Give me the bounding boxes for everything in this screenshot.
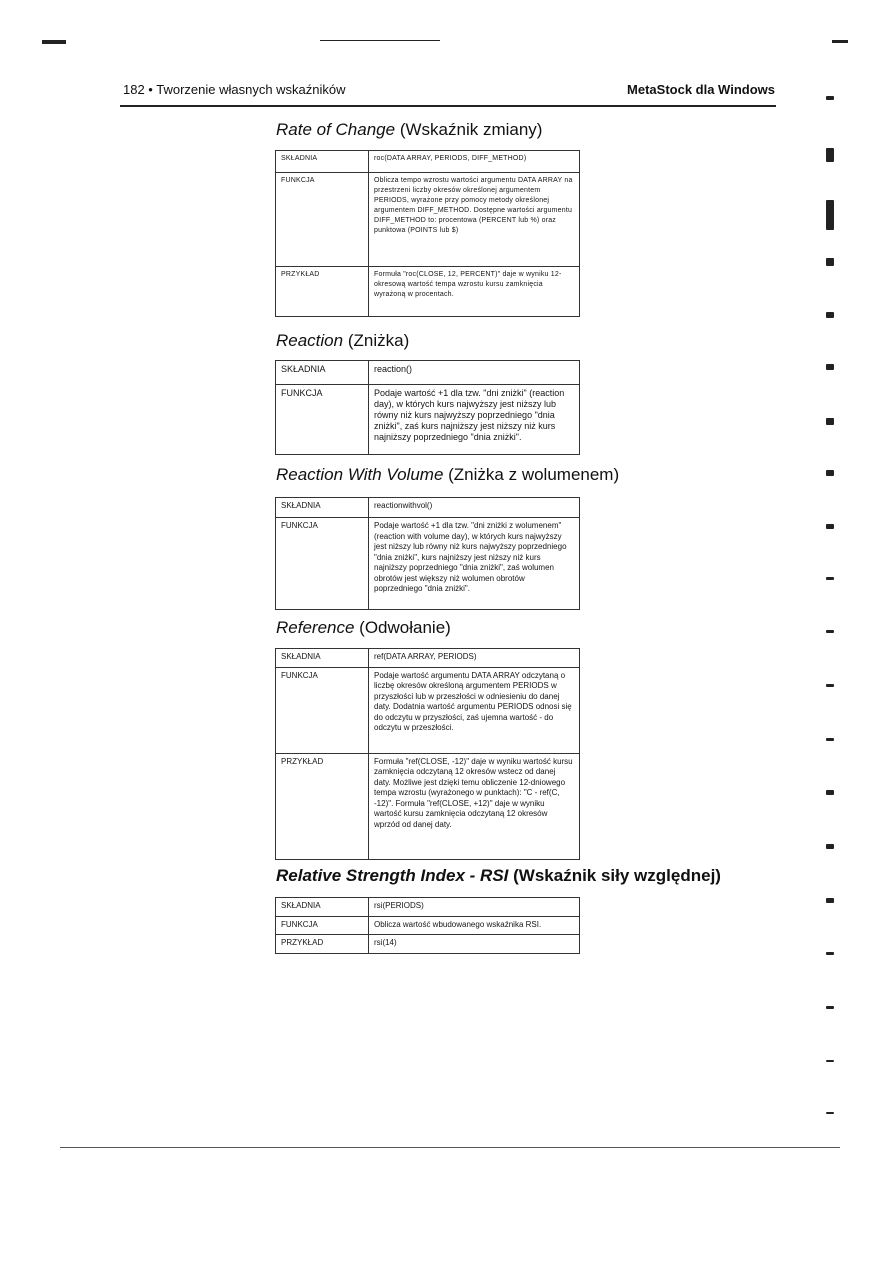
row-value: rsi(PERIODS): [369, 898, 580, 917]
margin-mark: [826, 898, 834, 903]
table-row: [276, 385, 580, 455]
row-value: roc(DATA ARRAY, PERIODS, DIFF_METHOD): [369, 151, 580, 173]
table-row: [276, 498, 580, 518]
table-row: [276, 151, 580, 173]
margin-mark: [826, 577, 834, 580]
definition-table-rsi: [275, 897, 580, 954]
row-value: ref(DATA ARRAY, PERIODS): [369, 649, 580, 668]
margin-mark: [826, 684, 834, 687]
definition-table-rate-of-change: [275, 150, 580, 317]
margin-mark: [826, 952, 834, 955]
table-row: [276, 518, 580, 610]
margin-mark: [826, 1060, 834, 1062]
margin-mark: [826, 312, 834, 318]
row-key: PRZYKŁAD: [276, 753, 369, 859]
table-row: [276, 667, 580, 753]
definition-table-reaction: [275, 360, 580, 455]
row-key: FUNKCJA: [276, 667, 369, 753]
definition-table-reaction-with-volume: [275, 497, 580, 610]
margin-mark: [826, 1006, 834, 1009]
table-row: [276, 753, 580, 859]
row-value: Podaje wartość +1 dla tzw. "dni zniżki z wolumenem" (reaction with volume day), w których kurs najwyższy jest niższy lub równy niż kurs najwyższy poprzedniego "dnia zniżki", kurs najniższy jest niższy niż kurs najniższy poprzedniego "dnia zniżki", zaś wolumen obrotów jest większy niż wolumen obrotów poprzedniego "dnia zniżki".: [369, 518, 580, 610]
margin-mark: [826, 200, 834, 230]
top-scan-line: [320, 40, 440, 41]
row-key: SKŁADNIA: [276, 361, 369, 385]
table-row: [276, 173, 580, 267]
margin-mark: [826, 630, 834, 633]
running-header-right: MetaStock dla Windows: [627, 82, 775, 97]
row-key: SKŁADNIA: [276, 649, 369, 668]
row-key: PRZYKŁAD: [276, 935, 369, 954]
function-subtitle: (Wskaźnik zmiany): [399, 120, 543, 139]
function-subtitle: (Wskaźnik siły względnej): [513, 866, 721, 885]
table-row: [276, 935, 580, 954]
section-title-reaction-with-volume: [276, 465, 619, 485]
table-row: [276, 267, 580, 317]
row-key: SKŁADNIA: [276, 151, 369, 173]
row-value: Podaje wartość +1 dla tzw. "dni zniżki" (reaction day), w których kurs najwyższy jest niższy lub równy niż kurs najwyższy poprzedniego "dnia zniżki", zaś kurs najniższy jest niższy niż kurs najniższy poprzedniego "dnia zniżki".: [369, 385, 580, 455]
function-name: Reference: [276, 618, 355, 637]
top-scan-line-left: [42, 40, 66, 44]
section-title-reference: [276, 618, 451, 638]
margin-mark: [826, 258, 834, 266]
section-title-rsi: [276, 866, 721, 886]
function-name: Reaction With Volume: [276, 465, 444, 484]
table-row: [276, 916, 580, 935]
header-rule: [120, 105, 776, 107]
function-subtitle: (Zniżka): [347, 331, 410, 350]
table-row: [276, 361, 580, 385]
row-value: Podaje wartość argumentu DATA ARRAY odczytaną o liczbę okresów określoną argumentem PERIODS w przyszłości lub w przeszłości w odniesieniu do danej daty. Dodatnia wartość argumentu PERIODS odnosi się do odczytu w przyszłości, zaś ujemna wartość - do odczytu w przeszłości.: [369, 667, 580, 753]
running-header-left: 182 • Tworzenie własnych wskaźników: [123, 82, 346, 97]
margin-mark: [826, 96, 834, 100]
row-value: Oblicza tempo wzrostu wartości argumentu DATA ARRAY na przestrzeni liczby okresów określonej argumentem PERIODS, wyrażone przy pomocy metody określonej argumentem DIFF_METHOD. Dostępne wartości argumentu DIFF_METHOD to: procentowa (PERCENT lub %) oraz punktowa (POINTS lub $): [369, 173, 580, 267]
table-row: [276, 898, 580, 917]
row-key: FUNKCJA: [276, 916, 369, 935]
margin-mark: [826, 418, 834, 425]
section-title-rate-of-change: [276, 120, 542, 140]
row-value: Oblicza wartość wbudowanego wskaźnika RSI.: [369, 916, 580, 935]
row-key: PRZYKŁAD: [276, 267, 369, 317]
margin-mark: [826, 844, 834, 849]
row-key: SKŁADNIA: [276, 898, 369, 917]
row-value: Formuła "ref(CLOSE, -12)" daje w wyniku wartość kursu zamknięcia odczytaną 12 okresów wstecz od danej daty. Możliwe jest dzięki temu obliczenie 12-dniowego tempa wzrostu (wyrażonego w punktach): "C - ref(C, -12)". Formuła "ref(CLOSE, +12)" daje w wyniku wartość kursu zamknięcia odczytaną 12 okresów wprzód od danej daty.: [369, 753, 580, 859]
row-key: FUNKCJA: [276, 385, 369, 455]
margin-mark: [826, 364, 834, 370]
margin-mark: [826, 524, 834, 529]
margin-mark: [826, 790, 834, 795]
bottom-scan-line: [60, 1147, 840, 1148]
function-subtitle: (Zniżka z wolumenem): [448, 465, 620, 484]
row-key: FUNKCJA: [276, 173, 369, 267]
row-value: rsi(14): [369, 935, 580, 954]
margin-mark: [826, 148, 834, 162]
top-scan-line-right: [832, 40, 848, 43]
function-subtitle: (Odwołanie): [359, 618, 451, 637]
row-value: reaction(): [369, 361, 580, 385]
function-name: Relative Strength Index - RSI: [276, 866, 509, 885]
section-title-reaction: [276, 331, 409, 351]
function-name: Reaction: [276, 331, 344, 350]
margin-mark: [826, 1112, 834, 1114]
margin-mark: [826, 470, 834, 476]
margin-mark: [826, 738, 834, 741]
table-row: [276, 649, 580, 668]
row-key: FUNKCJA: [276, 518, 369, 610]
row-value: reactionwithvol(): [369, 498, 580, 518]
definition-table-reference: [275, 648, 580, 860]
function-name: Rate of Change: [276, 120, 396, 139]
row-key: SKŁADNIA: [276, 498, 369, 518]
row-value: Formuła "roc(CLOSE, 12, PERCENT)" daje w wyniku 12-okresową wartość tempa wzrostu kursu zamknięcia wyrażoną w procentach.: [369, 267, 580, 317]
